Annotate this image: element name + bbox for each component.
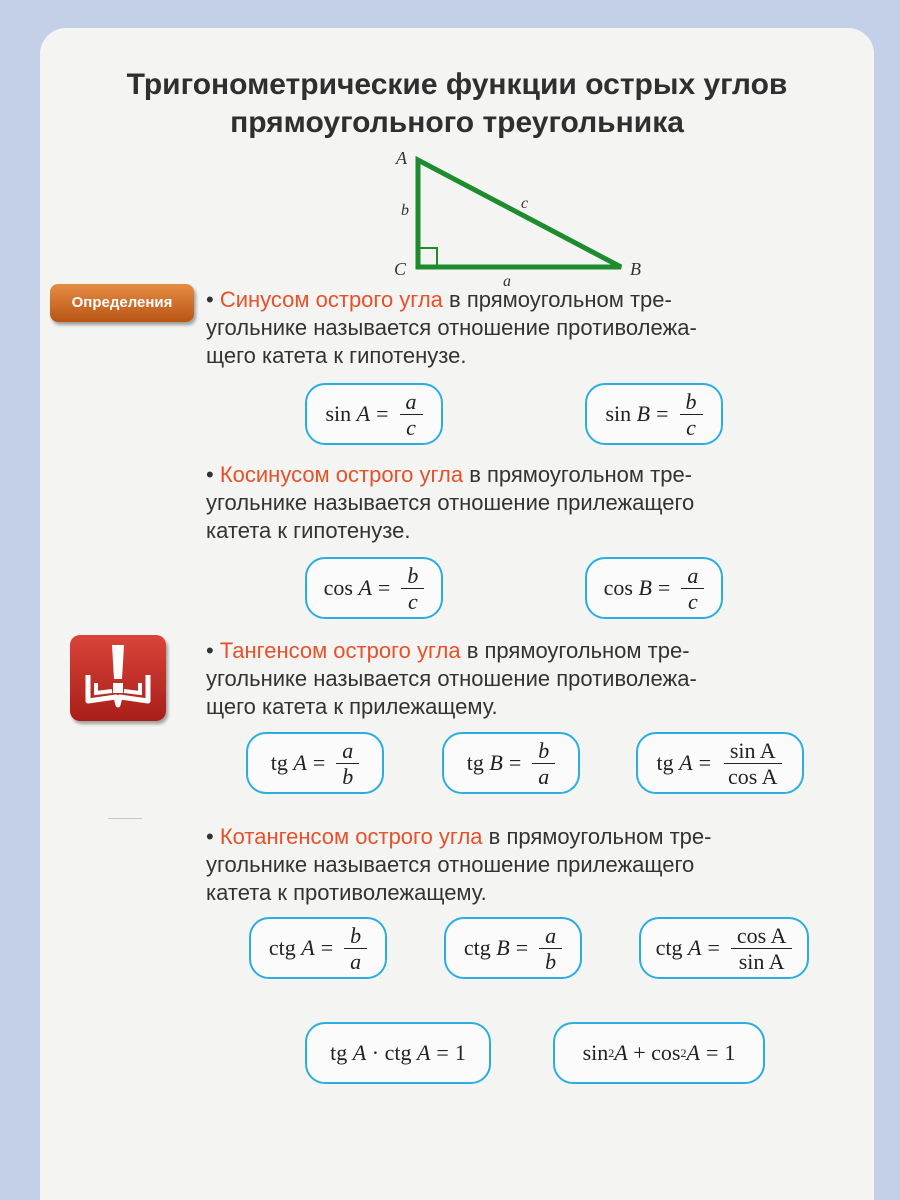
- term-cosine: Косинусом острого угла: [219, 462, 464, 487]
- book-exclamation-icon: [70, 635, 166, 721]
- definition-sine-line-1: • Синусом острого угла в прямоугольном тре-: [206, 287, 672, 312]
- side-a-label: a: [503, 273, 511, 290]
- formula-ctg-b: ctg B = $\frac{a}{b}$: [444, 917, 582, 979]
- formula-ctg-a: ctg A = $\frac{b}{a}$: [249, 917, 387, 979]
- triangle-shape: [418, 160, 621, 267]
- title-line-2: прямоугольного треугольника: [230, 106, 684, 139]
- formula-tg-b: tg B = $\frac{b}{a}$: [442, 732, 580, 794]
- term-sine: Синусом острого угла: [219, 287, 443, 312]
- definition-tangent: [206, 637, 806, 721]
- term-tangent: Тангенсом острого угла: [219, 638, 461, 663]
- definition-cotangent: [206, 823, 806, 907]
- formula-sin-b: sin B = $\frac{b}{c}$: [585, 383, 723, 445]
- definition-cosine: [206, 461, 806, 545]
- side-b-label: b: [401, 202, 409, 219]
- definition-cotangent-line-2: угольнике называется отношение прилежащего: [206, 852, 695, 877]
- formula-sin-a: sin A = $\frac{a}{c}$: [305, 383, 443, 445]
- definitions-badge: Определения: [50, 284, 194, 322]
- right-triangle-diagram: [385, 140, 655, 290]
- definition-tangent-line-3: щего катета к прилежащему.: [206, 694, 498, 719]
- formula-tg-a: tg A = $\frac{a}{b}$: [246, 732, 384, 794]
- term-cotangent: Котангенсом острого угла: [219, 824, 483, 849]
- vertex-b-label: B: [630, 259, 641, 279]
- definition-tangent-line-2: угольнике называется отношение противолежа-: [206, 666, 697, 691]
- definition-tangent-line-1: • Тангенсом острого угла в прямоугольном тре-: [206, 638, 690, 663]
- formula-cos-b: cos B = $\frac{a}{c}$: [585, 557, 723, 619]
- formula-ctg-a-ratio: ctg A = $\frac{\text{cos A}}{\text{sin A}}$: [639, 917, 809, 979]
- definition-sine-line-2: угольнике называется отношение противолежа-: [206, 315, 697, 340]
- formula-cos-a: cos A = $\frac{b}{c}$: [305, 557, 443, 619]
- definition-cosine-line-1: • Косинусом острого угла в прямоугольном тре-: [206, 462, 693, 487]
- book-exclamation-glyph: [70, 635, 166, 721]
- definition-cotangent-line-1: • Котангенсом острого угла в прямоугольном тре-: [206, 824, 712, 849]
- right-angle-mark: [418, 248, 437, 267]
- formula-tg-ctg-product: tg A · ctg A = 1: [305, 1022, 491, 1084]
- formula-pythagorean-identity: sin 2 A + cos 2 A = 1: [553, 1022, 765, 1084]
- definition-sine-line-3: щего катета к гипотенузе.: [206, 343, 467, 368]
- title-line-1: Тригонометрические функции острых углов: [126, 68, 788, 101]
- vertex-c-label: C: [394, 259, 407, 279]
- definition-cotangent-line-3: катета к противолежащему.: [206, 880, 487, 905]
- page-title: [40, 66, 874, 142]
- vertex-a-label: A: [396, 148, 407, 168]
- divider: [108, 818, 142, 819]
- definition-cosine-line-3: катета к гипотенузе.: [206, 518, 411, 543]
- formula-tg-a-ratio: tg A = $\frac{\text{sin A}}{\text{cos A}}$: [636, 732, 804, 794]
- side-c-label: c: [521, 195, 529, 212]
- definition-sine: [206, 286, 806, 370]
- definition-cosine-line-2: угольнике называется отношение прилежащего: [206, 490, 695, 515]
